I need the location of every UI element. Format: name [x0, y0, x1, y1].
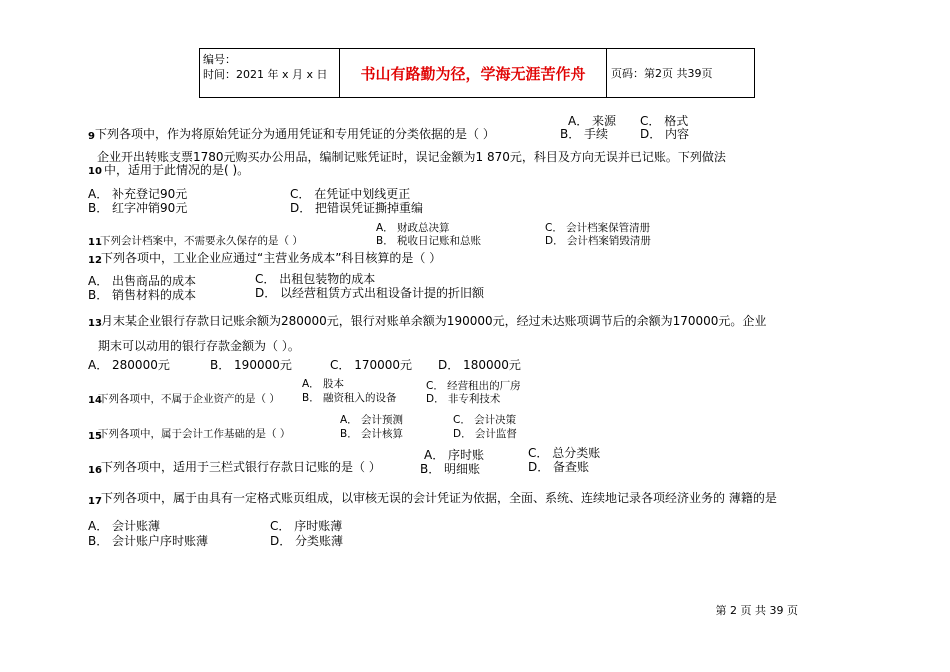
q17-number: 17 — [88, 496, 102, 507]
q11-stem: 下列会计档案中，不需要永久保存的是（ ） — [100, 235, 303, 247]
q10-option-c: C． 在凭证中划线更正 — [290, 187, 411, 201]
header-meta — [200, 49, 340, 97]
q12-stem: 下列各项中，工业企业应通过“主营业务成本”科目核算的是（ ） — [101, 251, 442, 265]
q11-number: 11 — [88, 237, 102, 248]
q9-stem: 下列各项中，作为将原始凭证分为通用凭证和专用凭证的分类依据的是（ ） — [95, 127, 495, 141]
q11-option-a: A． 财政总决算 — [376, 222, 450, 234]
serial-label: 编号： — [203, 53, 236, 66]
q12-option-b: B． 销售材料的成本 — [88, 288, 197, 302]
q9-number: 9 — [88, 131, 95, 142]
q13-option-b: B． 190000元 — [210, 358, 292, 372]
q10-stem-line2: 中，适用于此情况的是( )。 — [104, 163, 250, 177]
q17-stem: 下列各项中，属于由具有一定格式账页组成，以审核无误的会计凭证为依据，全面、系统、连续地记录各项经济业务的 薄籍的是 — [101, 491, 777, 505]
q13-option-a: A． 280000元 — [88, 358, 170, 372]
q9-option-a: A． 来源 — [568, 114, 617, 128]
q13-stem-line1: 月末某企业银行存款日记账余额为280000元，银行对账单余额为190000元，经过未达账项调节后的余额为170000元。企业 — [101, 314, 767, 328]
q16-option-c: C． 总分类账 — [528, 446, 601, 460]
q13-option-d: D． 180000元 — [438, 358, 521, 372]
q14-number: 14 — [88, 395, 102, 406]
q17-option-a: A． 会计账薄 — [88, 519, 161, 533]
q12-option-c: C． 出租包装物的成本 — [255, 272, 376, 286]
q14-option-c: C． 经营租出的厂房 — [426, 380, 521, 392]
q10-option-a: A． 补充登记90元 — [88, 187, 188, 201]
q17-option-d: D． 分类账薄 — [270, 534, 344, 548]
q16-option-b: B． 明细账 — [420, 462, 481, 476]
q16-stem: 下列各项中，适用于三栏式银行存款日记账的是（ ） — [101, 460, 381, 474]
q13-number: 13 — [88, 318, 102, 329]
q15-option-b: B． 会计核算 — [340, 428, 404, 440]
q15-option-c: C． 会计决策 — [453, 414, 517, 426]
q15-option-a: A． 会计预测 — [340, 414, 404, 426]
q9-option-c: C． 格式 — [640, 114, 689, 128]
q10-stem-line1: 企业开出转账支票1780元购买办公用品，编制记账凭证时，误记金额为1 870元，科目及方向无误并已记账。下列做法 — [97, 150, 726, 164]
q16-option-a: A． 序时账 — [424, 448, 485, 462]
q9-option-d: D． 内容 — [640, 127, 690, 141]
q16-option-d: D． 备查账 — [528, 460, 590, 474]
q17-option-c: C． 序时账薄 — [270, 519, 343, 533]
q14-stem: 下列各项中，不属于企业资产的是（ ） — [98, 393, 280, 405]
q12-option-d: D． 以经营租赁方式出租设备计提的折旧额 — [255, 286, 485, 300]
q15-stem: 下列各项中，属于会计工作基础的是（ ） — [98, 428, 291, 440]
q15-number: 15 — [88, 431, 102, 442]
time-label: 时间：2021 年 x 月 x 日 — [203, 68, 328, 81]
q14-option-d: D． 非专利技术 — [426, 393, 501, 405]
q17-option-b: B． 会计账户序时账薄 — [88, 534, 209, 548]
q13-stem-line2: 期末可以动用的银行存款金额为（ ）。 — [98, 339, 300, 353]
q11-option-c: C． 会计档案保管清册 — [545, 222, 651, 234]
q10-number: 10 — [88, 166, 102, 177]
page-footer: 第 2 页 共 39 页 — [715, 604, 798, 617]
q16-number: 16 — [88, 465, 102, 476]
q14-option-a: A． 股本 — [302, 378, 345, 390]
q14-option-b: B． 融资租入的设备 — [302, 392, 397, 404]
q12-number: 12 — [88, 255, 102, 266]
q11-option-d: D． 会计档案销毁清册 — [545, 235, 651, 247]
q15-option-d: D． 会计监督 — [453, 428, 517, 440]
q13-option-c: C． 170000元 — [330, 358, 413, 372]
q10-option-b: B． 红字冲销90元 — [88, 201, 188, 215]
header-motto: 书山有路勤为径，学海无涯苦作舟 — [340, 49, 607, 97]
q12-option-a: A． 出售商品的成本 — [88, 274, 197, 288]
q11-option-b: B． 税收日记账和总账 — [376, 235, 482, 247]
q9-option-b: B． 手续 — [560, 127, 609, 141]
q10-option-d: D． 把错误凭证撕掉重编 — [290, 201, 424, 215]
header-page-info: 页码：第2页 共39页 — [611, 67, 713, 80]
page-header — [199, 48, 755, 98]
